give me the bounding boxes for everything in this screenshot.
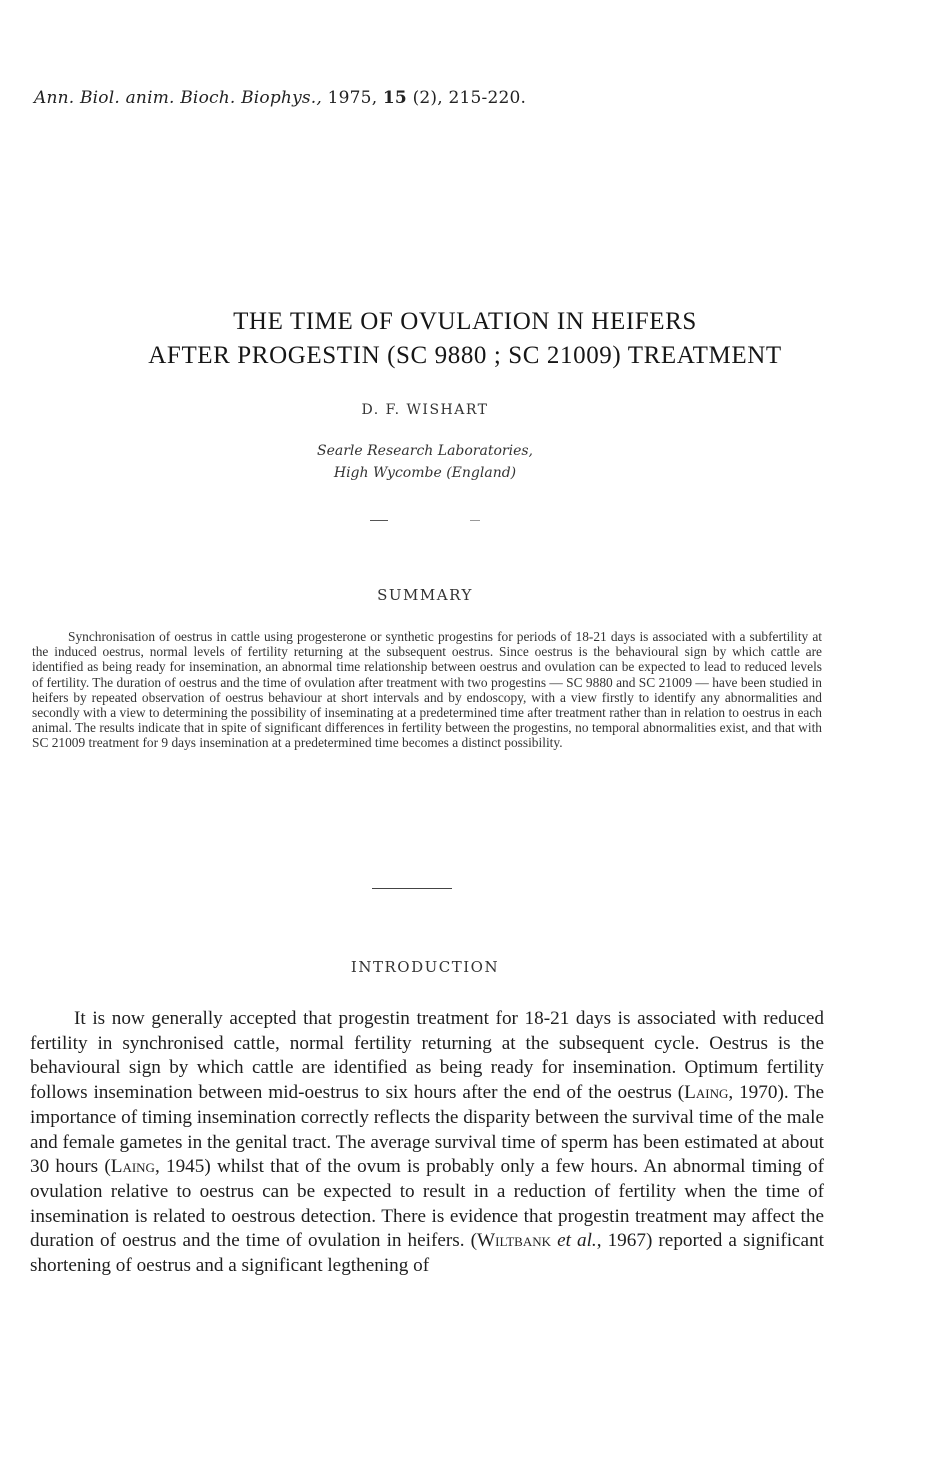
citation-volume: 15 [382, 88, 407, 108]
intro-text-1: It is now generally accepted that progestin treatment for 18-21 days is associated with reduced fertility in synchronised cattle, normal fertility returning at the subsequent cycle. Oestrus is the behavioural sign by which cattle are identified as being ready for insemination. Optimum fertility follows insemination between mid-oestrus to six hours after the end of the oestrus ( [30, 1008, 824, 1104]
citation-journal: Ann. Biol. anim. Bioch. Biophys., [34, 88, 323, 108]
summary-paragraph: Synchronisation of oestrus in cattle using progesterone or synthetic progestins for periods of 18-21 days is associated with a subfertility at the induced oestrus, normal levels of fertility returning at the subsequent oestrus. Since oestrus is the behavioural sign by which cattle are identified as being ready for insemination, an abnormal time relationship between oestrus and ovulation can be expected to lead to reduced levels of fertility. The duration of oestrus and the time of ovulation after treatment with two progestins — SC 9880 and SC 21009 — have been studied in heifers by repeated observation of oestrus behaviour at short intervals and by endoscopy, with a view firstly to identify any abnormalities and secondly with a view to determining the possibility of inseminating at a predetermined time after treatment rather than in relation to oestrus in each animal. The results indicate that in spite of significant differences in fertility between the progestins, no temporal abnormalities exist, and that with SC 21009 treatment for 9 days insemination at a predetermined time becomes a distinct possibility. [32, 629, 822, 751]
intro-text-3: , 1945) whilst that of the ovum is probably only a few hours. An abnormal timing of ovulation relative to oestrus can be expected to result in a reduction of fertility when the time of insemination is related to oestrous detection. There is evidence that progestin treatment may affect the duration of oestrus and the time of ovulation in heifers. ( [30, 1156, 824, 1252]
author-name: D. F. WISHART [361, 402, 489, 418]
citation-laing-1945: Laing [110, 1156, 155, 1178]
intro-text-2: , 1970). The importance of timing insemination correctly reflects the disparity between the survival time of the male and female gametes in the genital tract. The average survival time of sperm has been estimated at about 30 hours ( [30, 1082, 825, 1178]
et-al: et al. [557, 1230, 597, 1252]
affiliation-line-2: High Wycombe (England) [333, 465, 517, 481]
introduction-heading: INTRODUCTION [350, 958, 500, 976]
citation-issue-pages: (2), 215-220. [412, 88, 527, 108]
paper-title [40, 305, 890, 373]
author-affiliation [0, 440, 850, 484]
introduction-body [30, 1007, 824, 1279]
intro-text-4: , 1967) reported a significant shortening of oestrus and a significant legthening of [30, 1230, 824, 1277]
separator-dash-right [470, 520, 480, 521]
title-line-1: THE TIME OF OVULATION IN HEIFERS [233, 308, 697, 335]
citation-year: 1975, [327, 88, 378, 108]
summary-body [32, 629, 822, 751]
separator-dash-left [370, 520, 388, 521]
journal-citation [34, 88, 526, 108]
summary-heading: SUMMARY [377, 586, 473, 604]
title-line-2: AFTER PROGESTIN (SC 9880 ; SC 21009) TREATMENT [148, 342, 782, 369]
citation-wiltbank: Wiltbank [477, 1230, 551, 1252]
affiliation-line-1: Searle Research Laboratories, [317, 443, 533, 459]
section-divider [372, 888, 452, 889]
introduction-paragraph [30, 1007, 824, 1279]
citation-laing-1970: Laing [684, 1082, 729, 1104]
